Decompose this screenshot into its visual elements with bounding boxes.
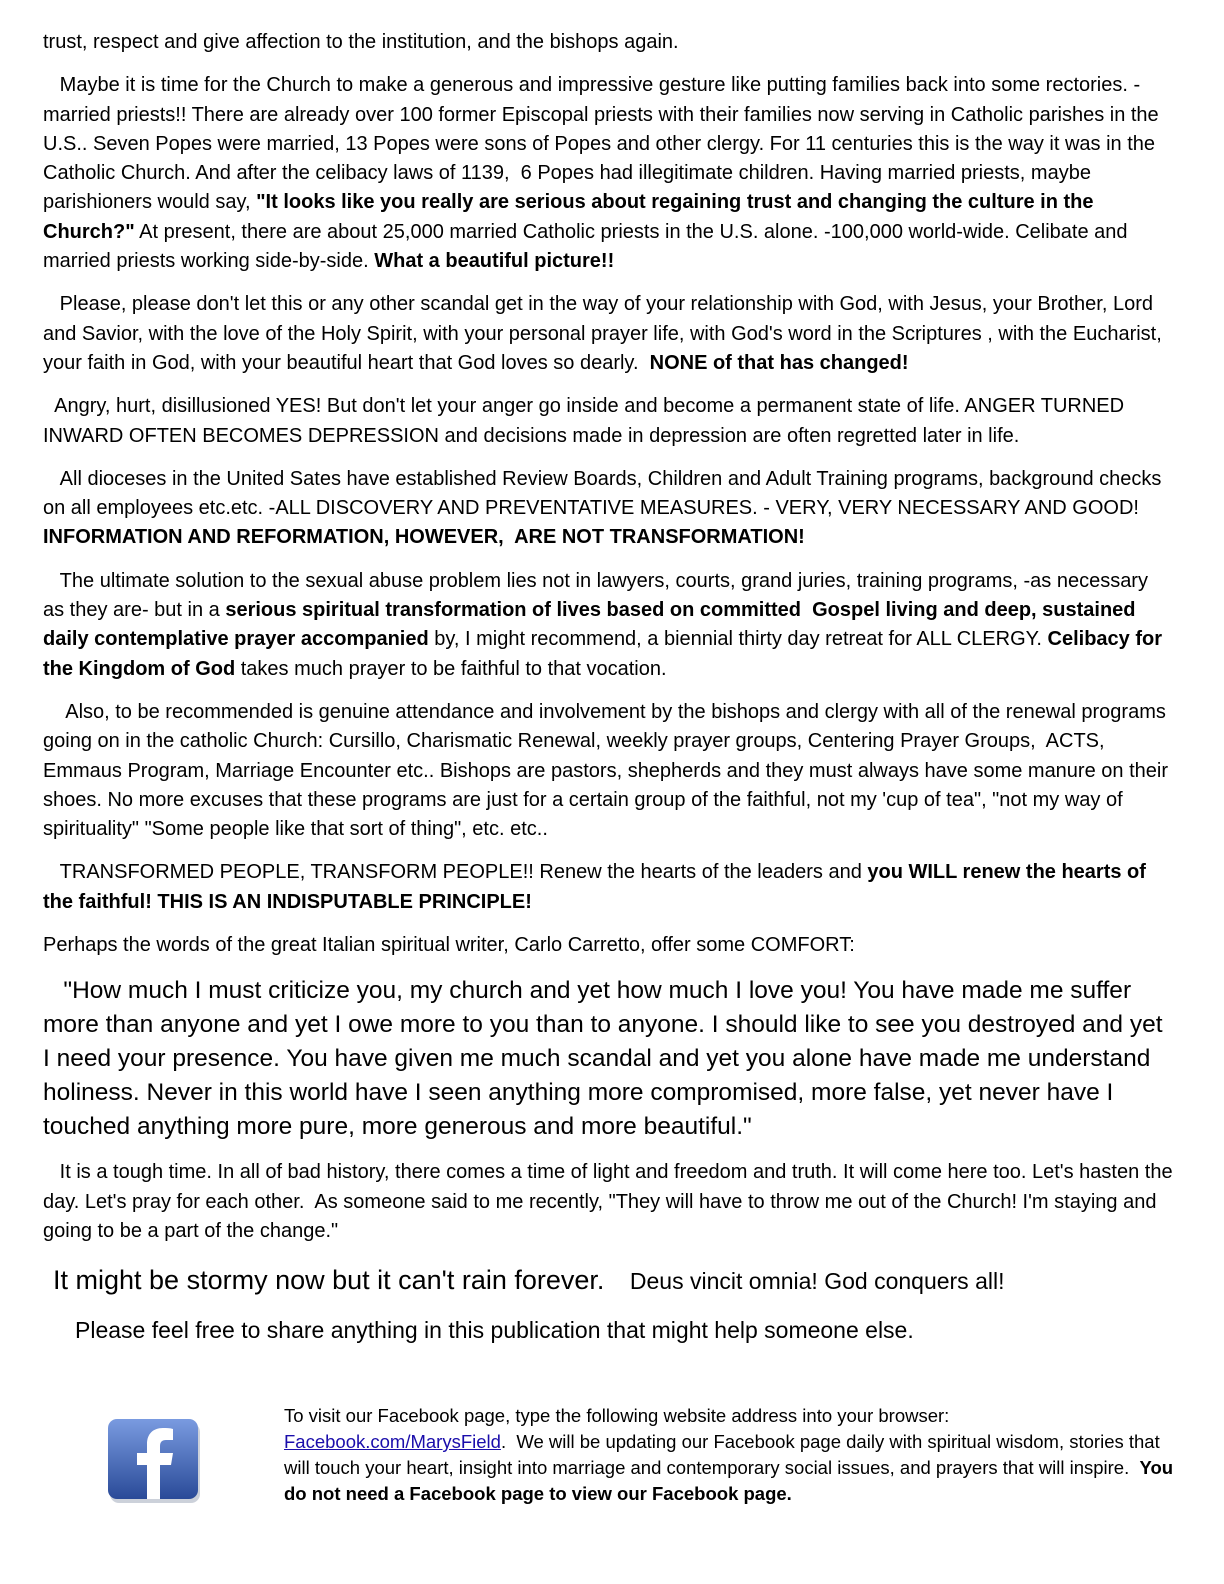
storm-line xyxy=(53,1262,1173,1299)
facebook-text xyxy=(284,1403,1174,1507)
body-paragraph xyxy=(43,698,1173,844)
paragraph-text: Perhaps the words of the great Italian spiritual writer, Carlo Carretto, offer some COMFORT: xyxy=(43,934,855,957)
paragraph-text: Maybe it is time for the Church to make a generous and impressive gesture like putting families back into some rectories. -married priests!! There are already over 100 former Episcopal priests with their families now serving in Catholic parishes in the U.S.. Seven Popes were married, 13 Popes were sons of Popes and other clergy. For 11 centuries this is the way it was in the Catholic Church. And after the celibacy laws of 1139, 6 Popes had illegitimate children. Having married priests, maybe parishioners would say, xyxy=(43,74,1159,214)
body-paragraph xyxy=(43,71,1173,276)
body-paragraph xyxy=(43,290,1173,378)
bold-text: serious spiritual transformation of lives based on committed Gospel living and deep, sustained daily contemplative prayer accompanied xyxy=(43,599,1136,651)
bold-text: NONE of that has changed! xyxy=(649,351,909,374)
share-line: Please feel free to share anything in this publication that might help someone else. xyxy=(75,1317,914,1344)
carretto-quote: "How much I must criticize you, my church and yet how much I love you! You have made me suffer more than anyone and yet I owe more to you than to anyone. I should like to see you destroyed and yet I need your presence. You have given me much scandal and yet you alone have made me understand holiness. Never in this world have I seen anything more compromised, more false, yet never have I touched anything more pure, more generous and more beautiful." xyxy=(43,977,1163,1141)
paragraph-text: Please, please don't let this or any other scandal get in the way of your relationship with God, with Jesus, your Brother, Lord and Savior, with the love of the Holy Spirit, with your personal prayer life, with God's word in the Scriptures , with the Eucharist, your faith in God, with your beautiful heart that God loves so dearly. xyxy=(43,293,1162,374)
body-paragraph xyxy=(43,28,1173,57)
bold-text: What a beautiful picture!! xyxy=(374,250,615,273)
article-body xyxy=(43,28,1173,960)
body-paragraph xyxy=(43,392,1173,451)
paragraph-text: by, I might recommend, a biennial thirty day retreat for ALL CLERGY. xyxy=(428,628,1048,651)
facebook-note: You do not need a Facebook page to view our Facebook page. xyxy=(284,1457,1174,1504)
paragraph-text: Angry, hurt, disillusioned YES! But don't let your anger go inside and become a permanent state of life. ANGER TURNED INWARD OFTEN BECOMES DEPRESSION and decisions made in depression are often regretted later in life. xyxy=(43,395,1125,447)
facebook-link[interactable]: Facebook.com/MarysField xyxy=(284,1431,501,1452)
bold-text: you WILL renew the hearts of the faithful! THIS IS AN INDISPUTABLE PRINCIPLE! xyxy=(43,861,1146,913)
paragraph-text: takes much prayer to be faithful to that vocation. xyxy=(235,657,667,680)
body-paragraph xyxy=(43,931,1173,960)
facebook-f-icon xyxy=(108,1419,202,1505)
bold-text: INFORMATION AND REFORMATION, HOWEVER, ARE NOT TRANSFORMATION! xyxy=(43,526,805,549)
paragraph-text: trust, respect and give affection to the institution, and the bishops again. xyxy=(43,31,679,53)
document-page xyxy=(43,28,1173,1347)
storm-text: It might be stormy now but it can't rain forever. xyxy=(53,1265,605,1296)
closing-paragraph: It is a tough time. In all of bad history, there comes a time of light and freedom and truth. It will come here too. Let's hasten the day. Let's pray for each other. As someone said to me recently, "They will have to throw me out of the Church! I'm staying and going to be a part of the change." xyxy=(43,1161,1173,1242)
bold-text: Celibacy for the Kingdom of God xyxy=(43,628,1162,680)
paragraph-text: Also, to be recommended is genuine attendance and involvement by the bishops and clergy with all of the renewal programs going on in the catholic Church: Cursillo, Charismatic Renewal, weekly prayer groups, Centering Prayer Groups, ACTS, Emmaus Program, Marriage Encounter etc.. Bishops are pastors, shepherds and they must always have some manure on their shoes. No more excuses that these programs are just for a certain group of the faithful, not my 'cup of tea", "not my way of spirituality" "Some people like that sort of thing", etc. etc.. xyxy=(43,700,1168,841)
paragraph-text: All dioceses in the United Sates have established Review Boards, Children and Adult Training programs, background checks on all employees etc.etc. -ALL DISCOVERY AND PREVENTATIVE MEASURES. - VERY, VERY NECESSARY AND GOOD! xyxy=(43,467,1162,520)
body-paragraph xyxy=(43,567,1173,684)
facebook-section xyxy=(43,1403,1178,1523)
paragraph-text: At present, there are about 25,000 married Catholic priests in the U.S. alone. -100,000 world-wide. Celibate and married priests working side-by-side. xyxy=(43,220,1128,273)
facebook-intro: To visit our Facebook page, type the following website address into your browser: xyxy=(284,1405,950,1426)
bold-text: "It looks like you really are serious about regaining trust and changing the culture in the Church?" xyxy=(43,191,1094,243)
body-paragraph xyxy=(43,465,1173,553)
body-paragraph xyxy=(43,858,1173,917)
facebook-body: . We will be updating our Facebook page daily with spiritual wisdom, stories that will touch your heart, insight into marriage and contemporary social issues, and prayers that will inspire. xyxy=(284,1431,1160,1478)
paragraph-text: The ultimate solution to the sexual abuse problem lies not in lawyers, courts, grand juries, training programs, -as necessary as they are- but in a xyxy=(43,569,1148,622)
paragraph-text: TRANSFORMED PEOPLE, TRANSFORM PEOPLE!! Renew the hearts of the leaders and xyxy=(43,861,868,884)
latin-motto: Deus vincit omnia! God conquers all! xyxy=(629,1268,1005,1295)
